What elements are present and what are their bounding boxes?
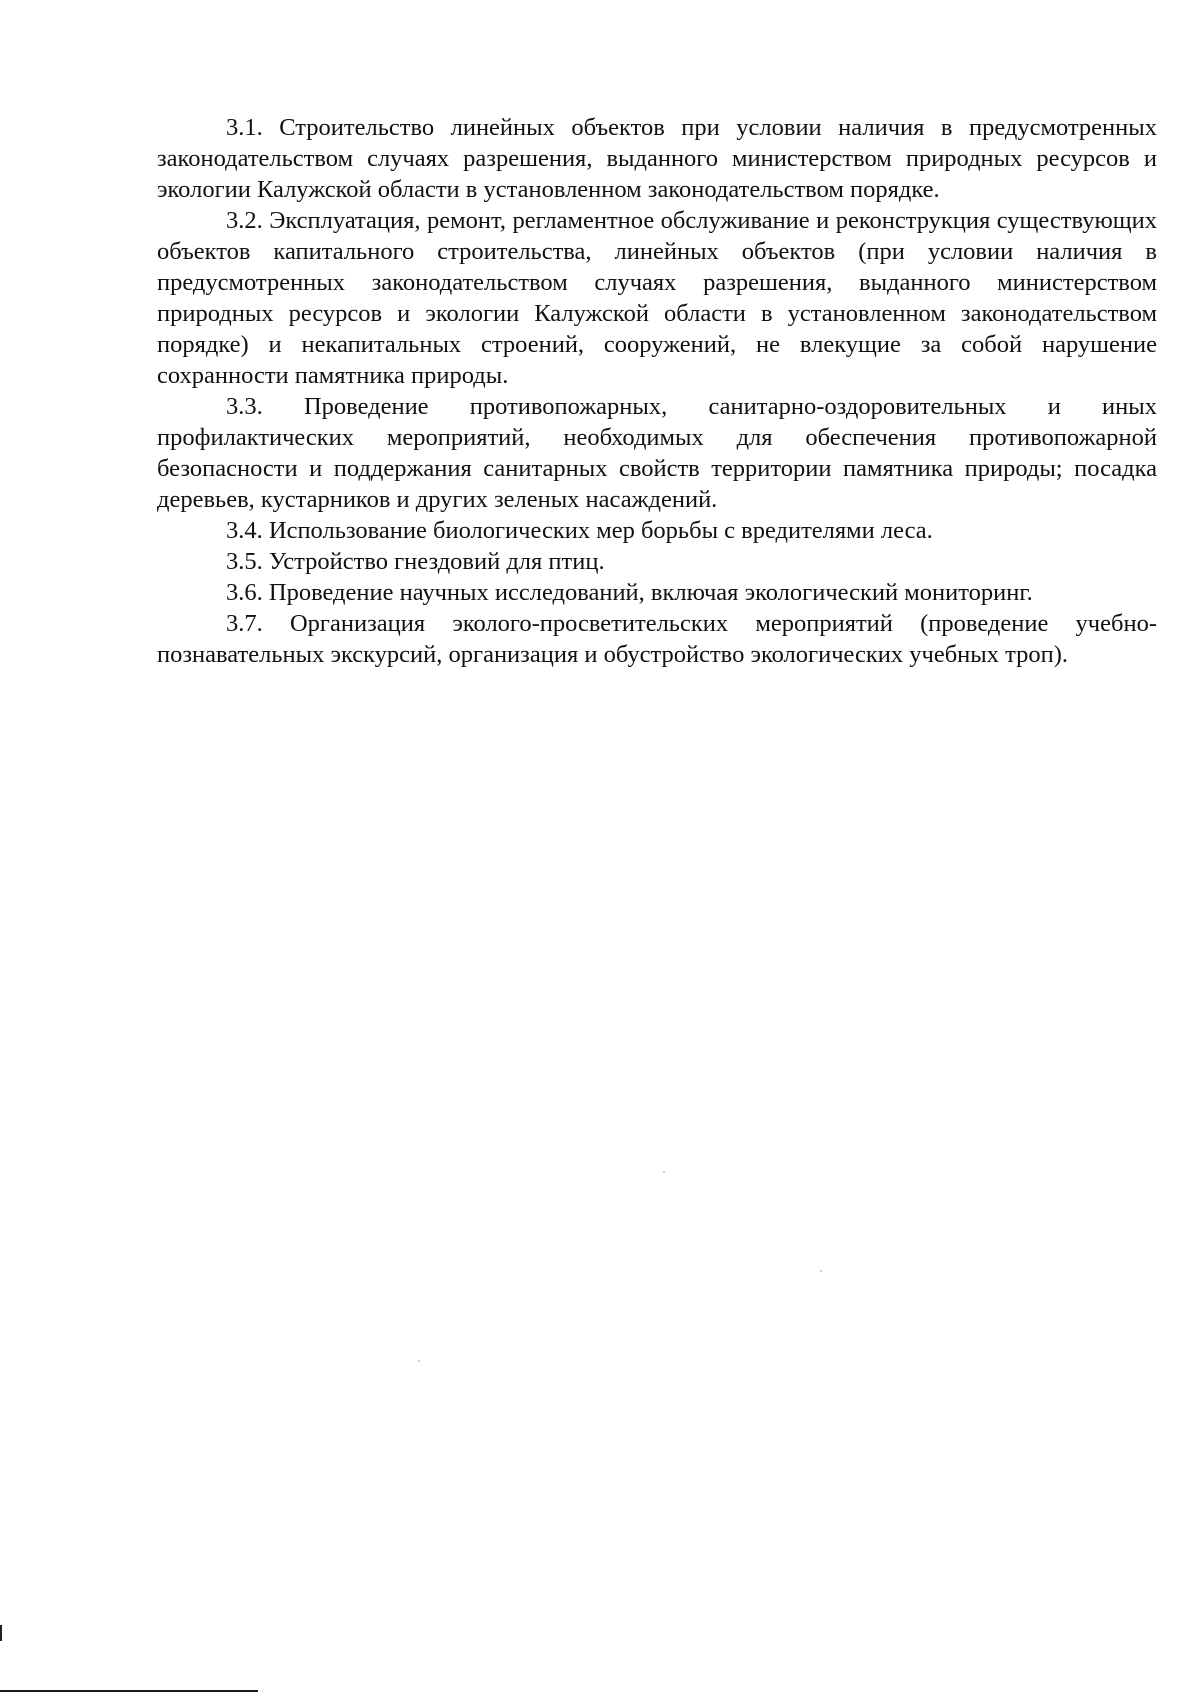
clause-3-2: 3.2. Эксплуатация, ремонт, регламентное обслуживание и реконструкция существующих объектов капитального строительства, линейных объектов (при условии наличия в предусмотренных законодательством случаях разрешения, выданного министерством природных ресурсов и экологии Калужской области в установленном законодательством порядке) и некапитальных строений, сооружений, не влекущие за собой нарушение сохранности памятника природы.: [157, 207, 1157, 389]
clause-3-7: 3.7. Организация эколого-просветительских мероприятий (проведение учебно-познавательных экскурсий, организация и обустройство экологических учебных троп).: [157, 610, 1157, 668]
clause-3-1: 3.1. Строительство линейных объектов при условии наличия в предусмотренных законодательством случаях разрешения, выданного министерством природных ресурсов и экологии Калужской области в установленном законодательством порядке.: [157, 114, 1157, 203]
clause-3-5: 3.5. Устройство гнездовий для птиц.: [226, 548, 605, 575]
scan-speck: [820, 1270, 822, 1272]
clause-3-4: 3.4. Использование биологических мер борьбы с вредителями леса.: [226, 517, 933, 544]
scan-margin-mark: [0, 1625, 2, 1641]
clause-3-6: 3.6. Проведение научных исследований, включая экологический мониторинг.: [226, 579, 1033, 606]
scan-speck: [418, 1360, 420, 1362]
document-body: [157, 112, 1157, 670]
clause-3-3: 3.3. Проведение противопожарных, санитарно-оздоровительных и иных профилактических мероприятий, необходимых для обеспечения противопожарной безопасности и поддержания санитарных свойств территории памятника природы; посадка деревьев, кустарников и других зеленых насаждений.: [157, 393, 1157, 513]
scan-bottom-edge-line: [0, 1690, 258, 1692]
scan-speck: [663, 1171, 665, 1173]
